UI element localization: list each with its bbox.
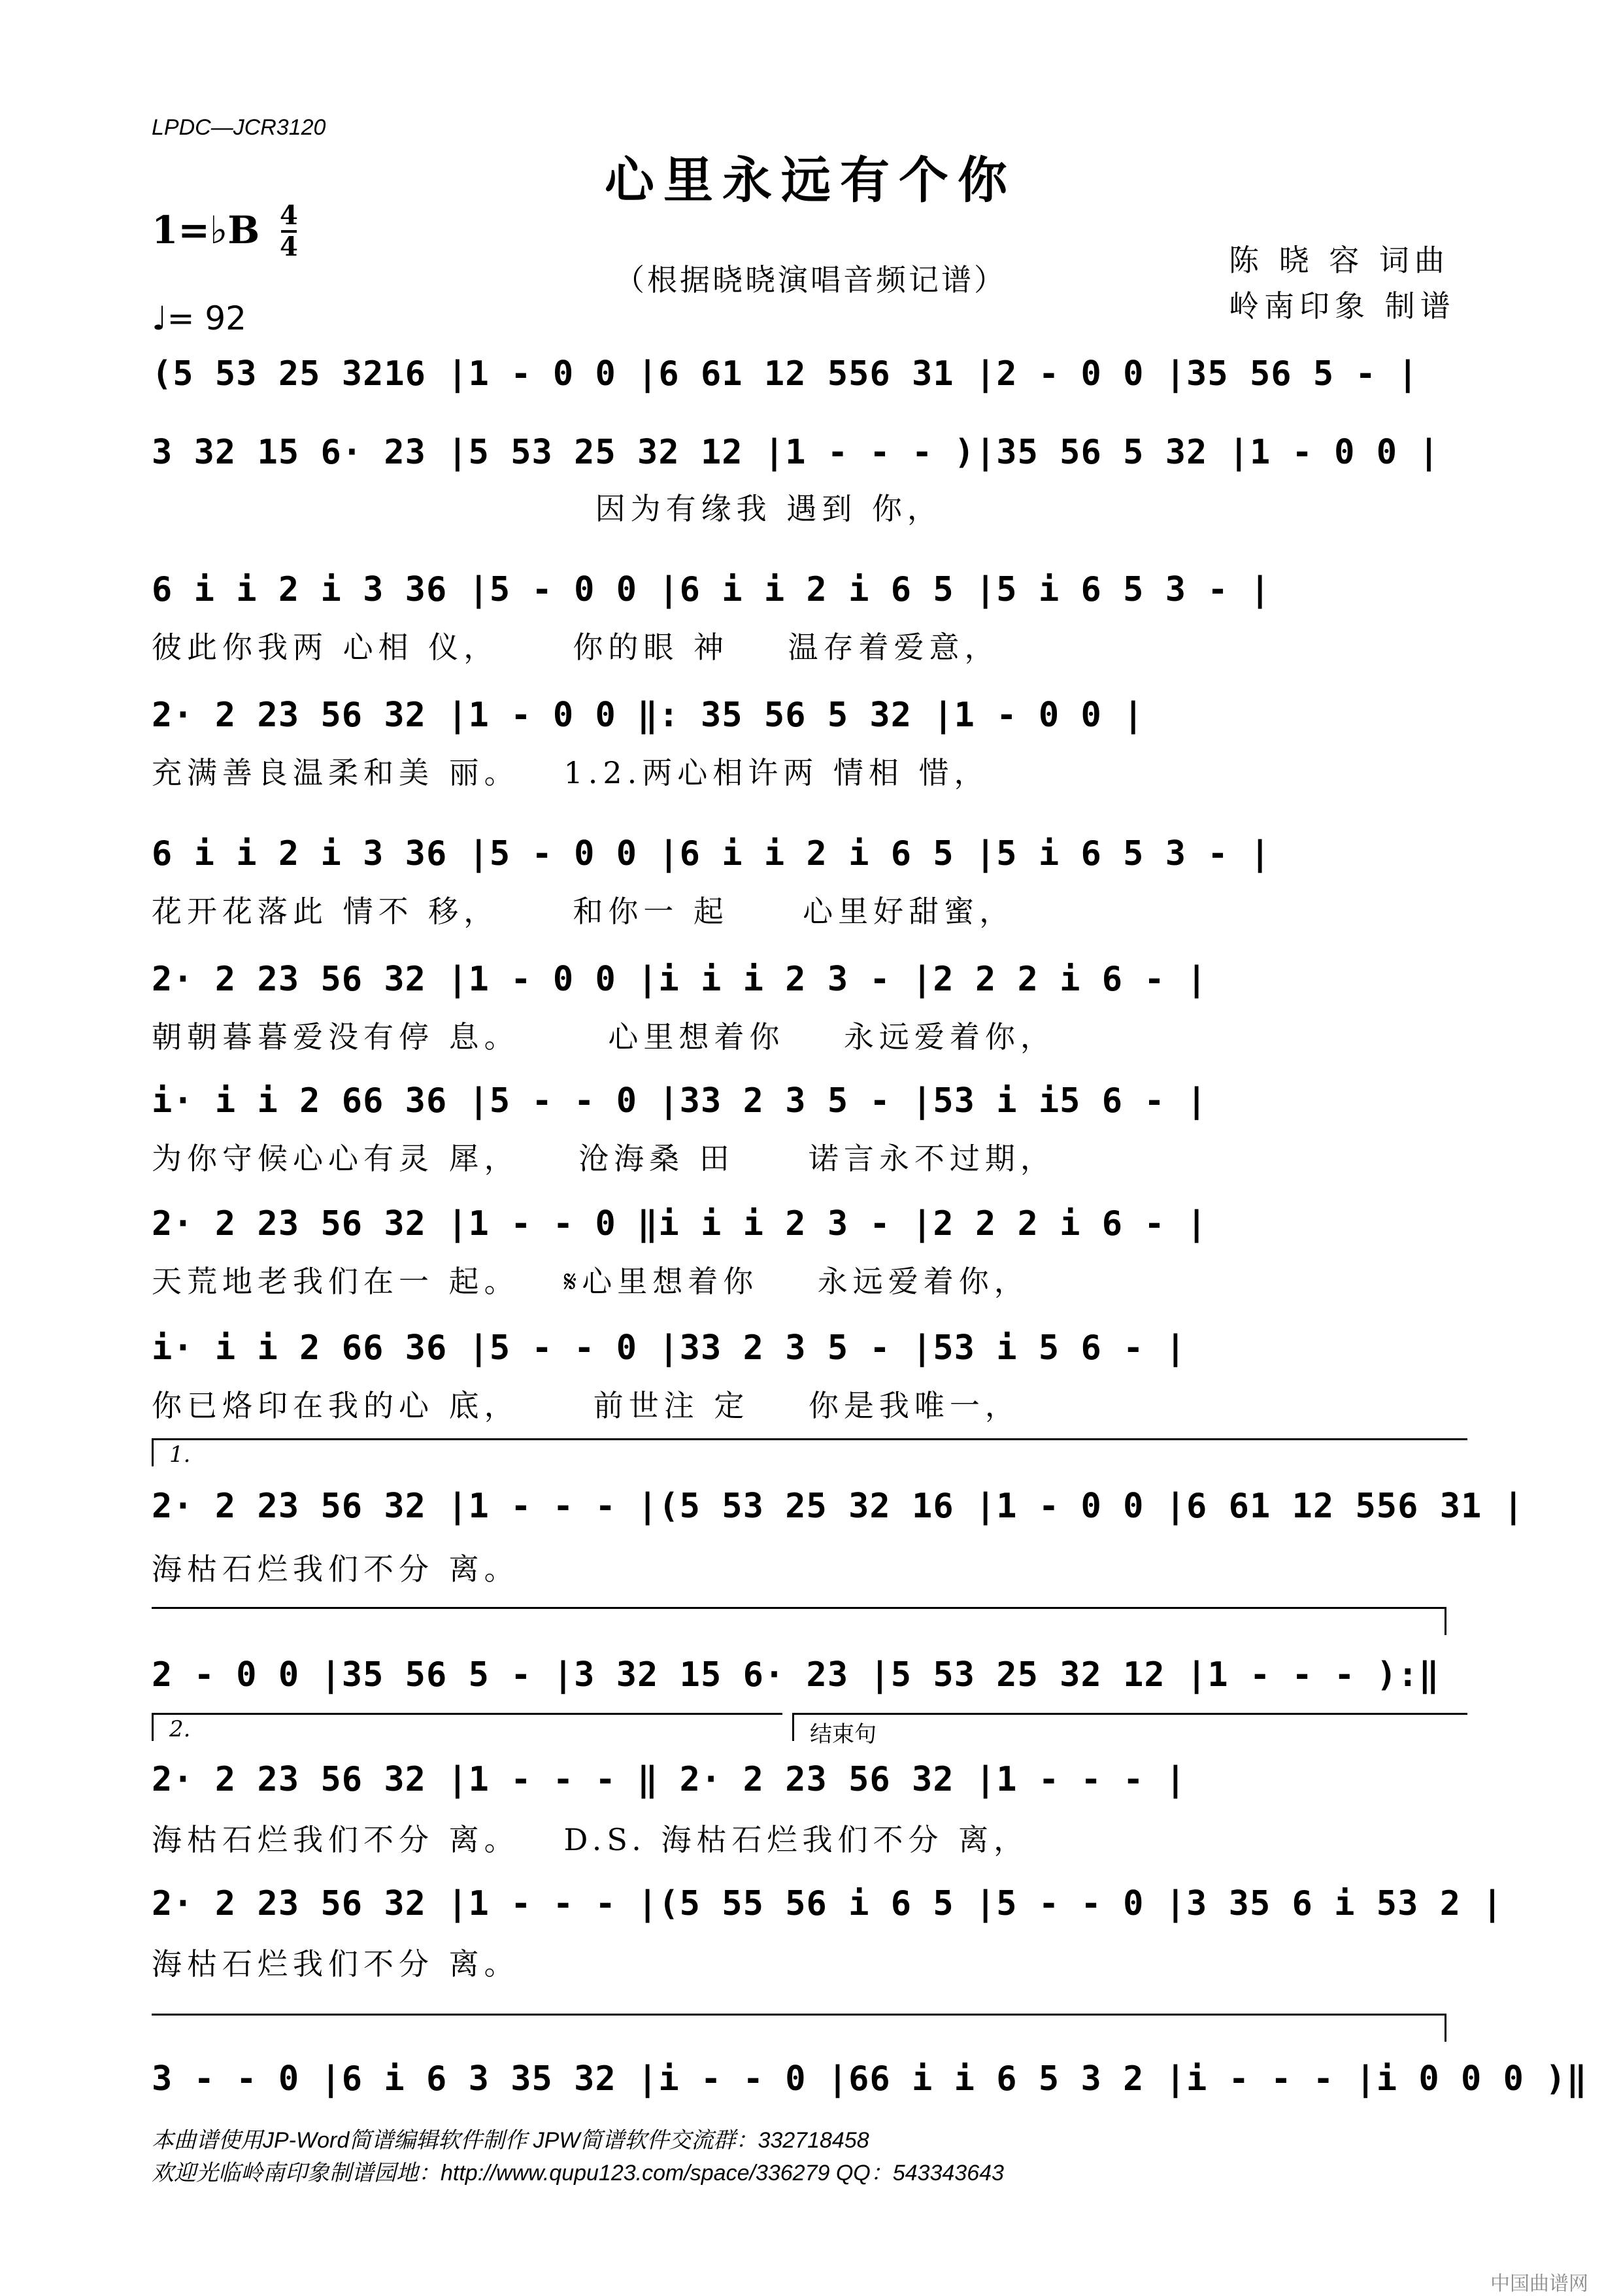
score-line: [152, 431, 1465, 536]
notes: 2 - 0 0 |35 56 5 - |3 32 15 6· 23 |5 53 25 32 12 |1 - - - ):‖: [152, 1655, 1440, 1695]
coda-label: 结束句: [810, 1721, 877, 1747]
footer-line-1: 本曲谱使用JP-Word简谱编辑软件制作 JPW简谱软件交流群：332718458: [152, 2128, 869, 2153]
score-line: [152, 1883, 1503, 1987]
notes: 2· 2 23 56 32 |1 - - - |(5 53 25 32 16 |1 - 0 0 |6 61 12 556 31 |: [152, 1487, 1524, 1526]
time-bottom: 4: [280, 231, 298, 262]
tempo-mark: ♩= 92: [152, 299, 246, 337]
score-line: [152, 353, 1465, 425]
notes: i· i i 2 66 36 |5 - - 0 |33 2 3 5 - |53 i 5 6 - |: [152, 1328, 1187, 1368]
lyric: 花开花落此 情不 移， 和你一 起 心里好甜蜜，: [152, 894, 1015, 929]
lyric: 充满善良温柔和美 丽。 1.2.两心相许两 情相 惜，: [152, 755, 990, 790]
credit-score: 岭南印象 制谱: [1229, 288, 1456, 324]
lyric: 因为有缘我 遇到 你，: [152, 491, 943, 526]
score-line: [152, 833, 1465, 937]
lyric: 海枯石烂我们不分 离。 D.S. 海枯石烂我们不分 离，: [152, 1822, 1029, 1857]
score-line: [152, 1654, 1465, 1713]
volta-1-bracket: [152, 1438, 1467, 1466]
score-line: [152, 2058, 1588, 2117]
lyric: 海枯石烂我们不分 离。: [152, 1946, 520, 1982]
notes: 6 i i 2 i 3 36 |5 - 0 0 |6 i i 2 i 6 5 |5 i 6 5 3 - |: [152, 570, 1271, 609]
notes: 2· 2 23 56 32 |1 - 0 0 |i i i 2 3 - |2 2 2 i 6 - |: [152, 960, 1208, 999]
page-title: 心里永远有个你: [605, 151, 1016, 209]
volta-1-end: [152, 1607, 1446, 1635]
notes: i· i i 2 66 36 |5 - - 0 |33 2 3 5 - |53 i i5 6 - |: [152, 1081, 1208, 1121]
coda-bracket: [792, 1713, 1467, 1747]
footer-line-2: 欢迎光临岭南印象制谱园地：http://www.qupu123.com/space/336279 QQ：543343643: [152, 2161, 1004, 2186]
score-line: [152, 958, 1465, 1063]
lyric: 海枯石烂我们不分 离。: [152, 1551, 520, 1587]
time-top: 4: [280, 200, 298, 231]
notes: 2· 2 23 56 32 |1 - - - ‖ 2· 2 23 56 32 |1 - - - |: [152, 1760, 1187, 1799]
volta-1-label: 1.: [169, 1442, 191, 1468]
site-watermark: 中国曲谱网: [1490, 2272, 1588, 2295]
time-signature: [280, 201, 298, 262]
notes: 3 - - 0 |6 i 6 3 35 32 |i - - 0 |66 i i 6 5 3 2 |i - - - |i 0 0 0 )‖: [152, 2059, 1588, 2099]
subtitle: （根据晓晓演唱音频记谱）: [614, 262, 1007, 297]
notes: 2· 2 23 56 32 |1 - - 0 ‖i i i 2 3 - |2 2 2 i 6 - |: [152, 1204, 1208, 1243]
lyric: 为你守候心心有灵 犀， 沧海桑 田 诺言永不过期，: [152, 1141, 1056, 1176]
score-code: LPDC—JCR3120: [152, 115, 326, 140]
notes: 6 i i 2 i 3 36 |5 - 0 0 |6 i i 2 i 6 5 |5 i 6 5 3 - |: [152, 834, 1271, 873]
lyric: 天荒地老我们在一 起。 𝄋心里想着你 永远爱着你，: [152, 1264, 1029, 1299]
score-line: [152, 1080, 1465, 1185]
score-line: [152, 1759, 1465, 1863]
volta-2-label: 2.: [169, 1716, 191, 1742]
score-line: [152, 694, 1465, 799]
notes: 3 32 15 6· 23 |5 53 25 32 12 |1 - - - )|35 56 5 32 |1 - 0 0 |: [152, 433, 1440, 472]
lyric: 朝朝暮暮爱没有停 息。 心里想着你 永远爱着你，: [152, 1019, 1056, 1055]
notes: 2· 2 23 56 32 |1 - - - |(5 55 56 i 6 5 |5 - - 0 |3 35 6 i 53 2 |: [152, 1884, 1503, 1923]
score-line: [152, 1485, 1524, 1590]
coda-end: [152, 2014, 1446, 2042]
lyric: 你已烙印在我的心 底， 前世注 定 你是我唯一，: [152, 1388, 1020, 1423]
credit-words: 陈 晓 容 词曲: [1229, 243, 1450, 278]
notes: 2· 2 23 56 32 |1 - 0 0 ‖: 35 56 5 32 |1 - 0 0 |: [152, 696, 1145, 735]
score-line: [152, 1327, 1465, 1432]
score-line: [152, 569, 1465, 673]
lyric: 彼此你我两 心相 仪， 你的眼 神 温存着爱意，: [152, 630, 1000, 665]
volta-2-bracket: [152, 1713, 782, 1741]
score-line: [152, 1203, 1465, 1308]
key-signature: 1=♭B: [152, 208, 260, 252]
notes: (5 53 25 3216 |1 - 0 0 |6 61 12 556 31 |2 - 0 0 |35 56 5 - |: [152, 354, 1419, 394]
